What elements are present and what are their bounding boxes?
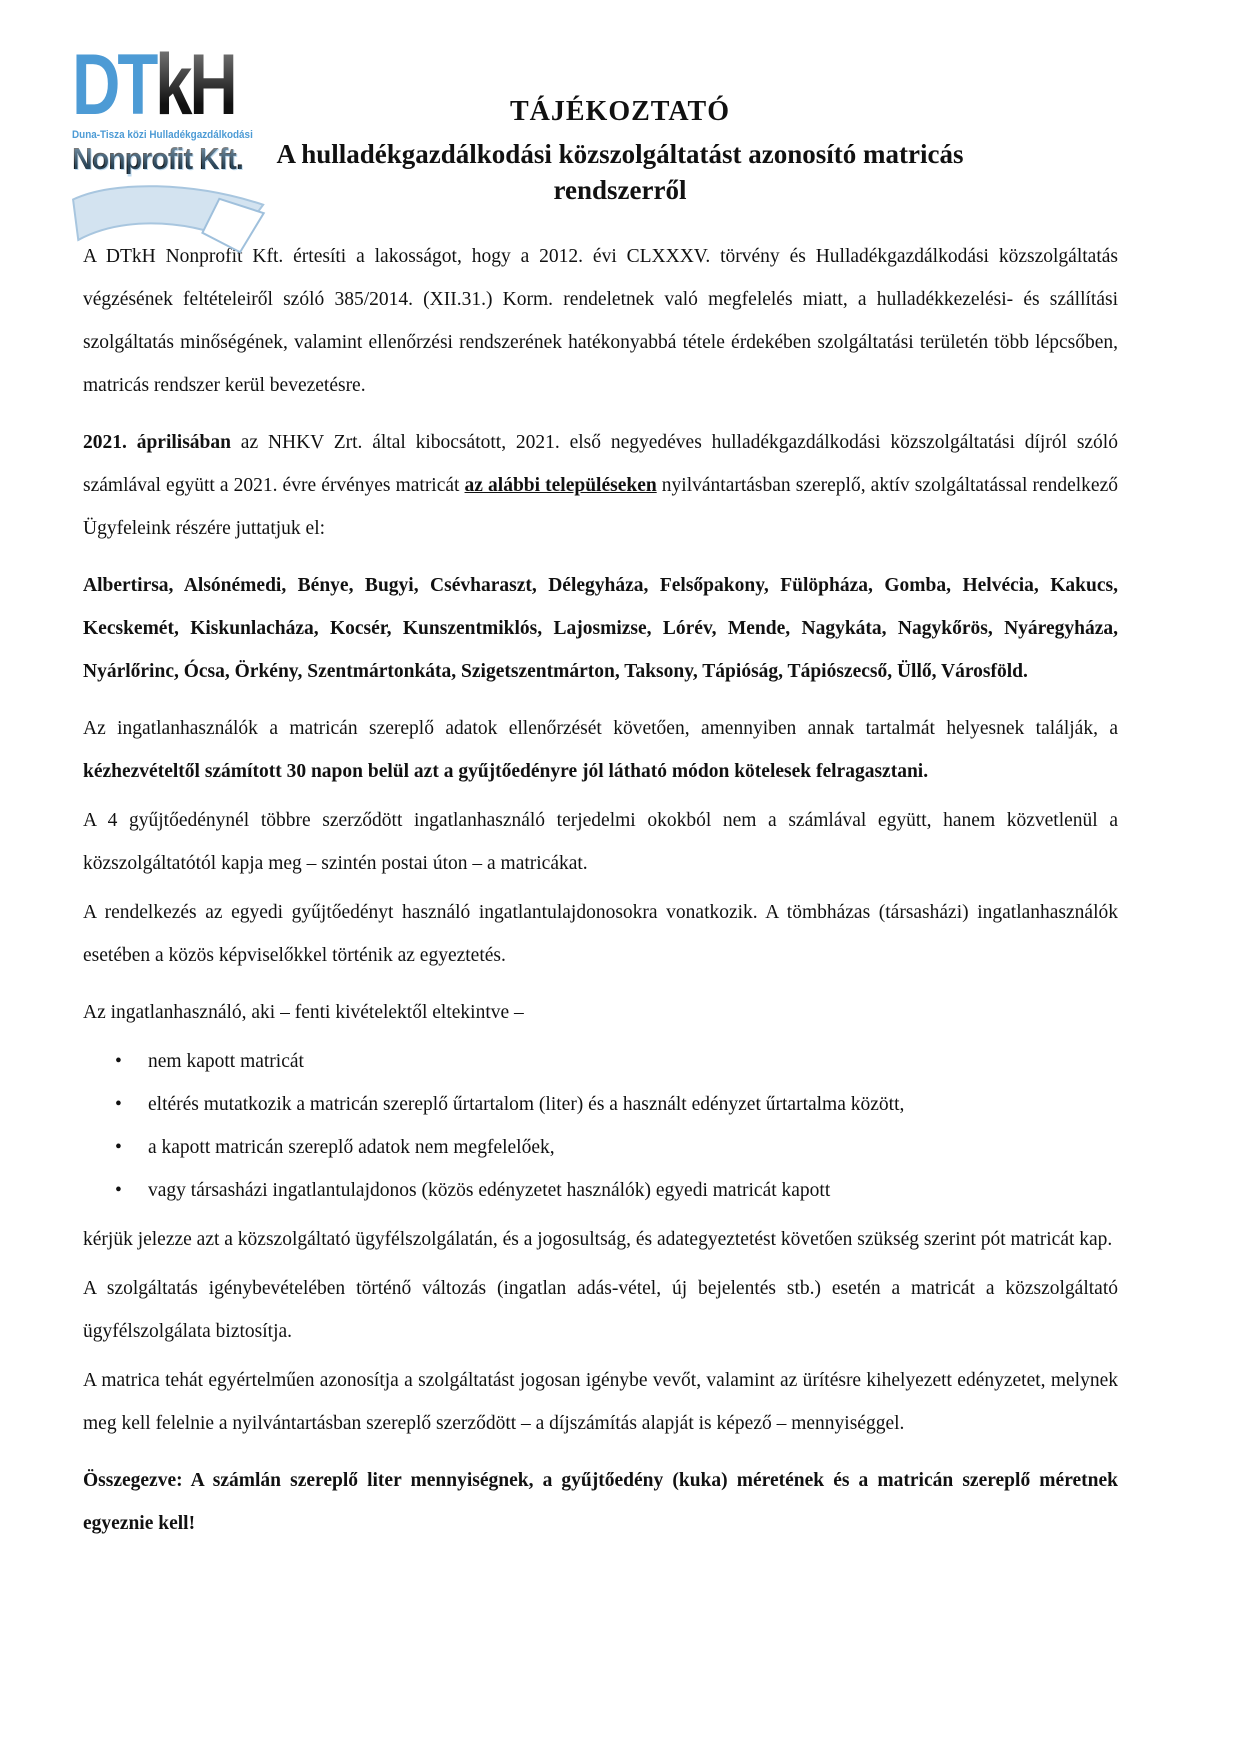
bullet-icon: • — [115, 1179, 122, 1201]
logo-nonprofit-line: Nonprofit Kft. — [72, 143, 265, 174]
list-item — [83, 1169, 1118, 1212]
list-item — [83, 1040, 1118, 1083]
paragraph-more-than-4-bins: A 4 gyűjtőedénynél többre szerződött ingatlanhasználó terjedelmi okokból nem a számlával együtt, hanem közvetlenül a közszolgáltatótól kapja meg – szintén postai úton – a matricákat. — [83, 809, 1118, 874]
company-logo — [72, 37, 282, 262]
logo-acronym-blue: DT — [72, 37, 156, 133]
list-item-text: vagy társasházi ingatlantulajdonos (közös edényzetet használók) egyedi matricát kapott — [148, 1179, 831, 1201]
paragraph-service-change: A szolgáltatás igénybevételében történő változás (ingatlan adás-vétel, új bejelentés stb.) esetén a matricát a közszolgáltató ügyfélszolgálata biztosítja. — [83, 1277, 1118, 1342]
list-item — [83, 1083, 1118, 1126]
logo-company-line: Duna-Tisza közi Hulladékgazdálkodási — [72, 129, 253, 141]
document-subtitle: A hulladékgazdálkodási közszolgáltatást azonosító matricás rendszerről — [276, 139, 964, 206]
paragraph-sticker-identifies: A matrica tehát egyértelműen azonosítja a szolgáltatást jogosan igénybe vevőt, valamint az ürítésre kihelyezett edényzetet, melynek meg kell felelnie a nyilvántartásban szereplő szerződött – a díjszámítás alapját is képező – mennyiséggel. — [83, 1369, 1118, 1434]
exception-list — [83, 1040, 1118, 1212]
list-item — [83, 1126, 1118, 1169]
bullet-icon: • — [115, 1050, 122, 1072]
paragraph-sticker-check: Az ingatlanhasználók a matricán szereplő adatok ellenőrzését követően, amennyiben annak tartalmát helyesnek találják, a kézhezvételtől számított 30 napon belül azt a gyűjtőedényre jól látható módon kötelesek felragasztani. — [83, 717, 1118, 782]
logo-acronym — [72, 37, 236, 133]
bullet-icon: • — [115, 1093, 122, 1115]
document-body — [83, 235, 1118, 1545]
paragraph-exceptions-lead: Az ingatlanhasználó, aki – fenti kivételektől eltekintve – — [83, 1001, 524, 1023]
document-title: TÁJÉKOZTATÓ — [509, 96, 730, 127]
logo-ribbon-icon — [66, 178, 282, 262]
paragraph-april-2021: 2021. áprilisában az NHKV Zrt. által kibocsátott, 2021. első negyedéves hulladékgazdálkodási közszolgáltatási díjról szóló számlával együtt a 2021. évre érvényes matricát az alábbi településeken nyilvántartásban szereplő, aktív szolgáltatással rendelkező Ügyfeleink részére juttatjuk el: — [83, 431, 1118, 539]
paragraph-report-issue: kérjük jelezze azt a közszolgáltató ügyfélszolgálatán, és a jogosultság, és adategyeztetést követően szükség szerint pót matricát kap. — [83, 1228, 1113, 1250]
paragraph-individual-bins: A rendelkezés az egyedi gyűjtőedényt használó ingatlantulajdonosokra vonatkozik. A tömbházas (társasházi) ingatlanhasználók esetében a közös képviselőkkel történik az egyeztetés. — [83, 901, 1118, 966]
paragraph-intro: A DTkH Nonprofit Kft. értesíti a lakosságot, hogy a 2012. évi CLXXXV. törvény és Hulladékgazdálkodási közszolgáltatás végzésének feltételeiről szóló 385/2014. (XII.31.) Korm. rendeletnek való megfelelés miatt, a hulladékkezelési- és szállítási szolgáltatás minőségének, valamint ellenőrzési rendszerének hatékonyabbá tétele érdekében szolgáltatási területén több lépcsőben, matricás rendszer kerül bevezetésre. — [83, 245, 1118, 396]
paragraph-town-list: Albertirsa, Alsónémedi, Bénye, Bugyi, Csévharaszt, Délegyháza, Felsőpakony, Fülöpháza, Gomba, Helvécia, Kakucs, Kecskemét, Kiskunlacháza, Kocsér, Kunszentmiklós, Lajosmizse, Lórév, Mende, Nagykáta, Nagykőrös, Nyáregyháza, Nyárlőrinc, Ócsa, Örkény, Szentmártonkáta, Szigetszentmárton, Taksony, Tápióság, Tápiószecső, Üllő, Városföld. — [83, 574, 1118, 682]
paragraph-summary: Összegezve: A számlán szereplő liter mennyiségnek, a gyűjtőedény (kuka) méretének és a matricán szereplő méretnek egyeznie kell! — [83, 1469, 1118, 1534]
list-item-text: nem kapott matricát — [148, 1050, 304, 1072]
logo-acronym-dark: kH — [155, 37, 235, 133]
bullet-icon: • — [115, 1136, 122, 1158]
list-item-text: a kapott matricán szereplő adatok nem megfelelőek, — [148, 1136, 555, 1158]
list-item-text: eltérés mutatkozik a matricán szereplő űrtartalom (liter) és a használt edényzet űrtartalma között, — [148, 1093, 905, 1115]
